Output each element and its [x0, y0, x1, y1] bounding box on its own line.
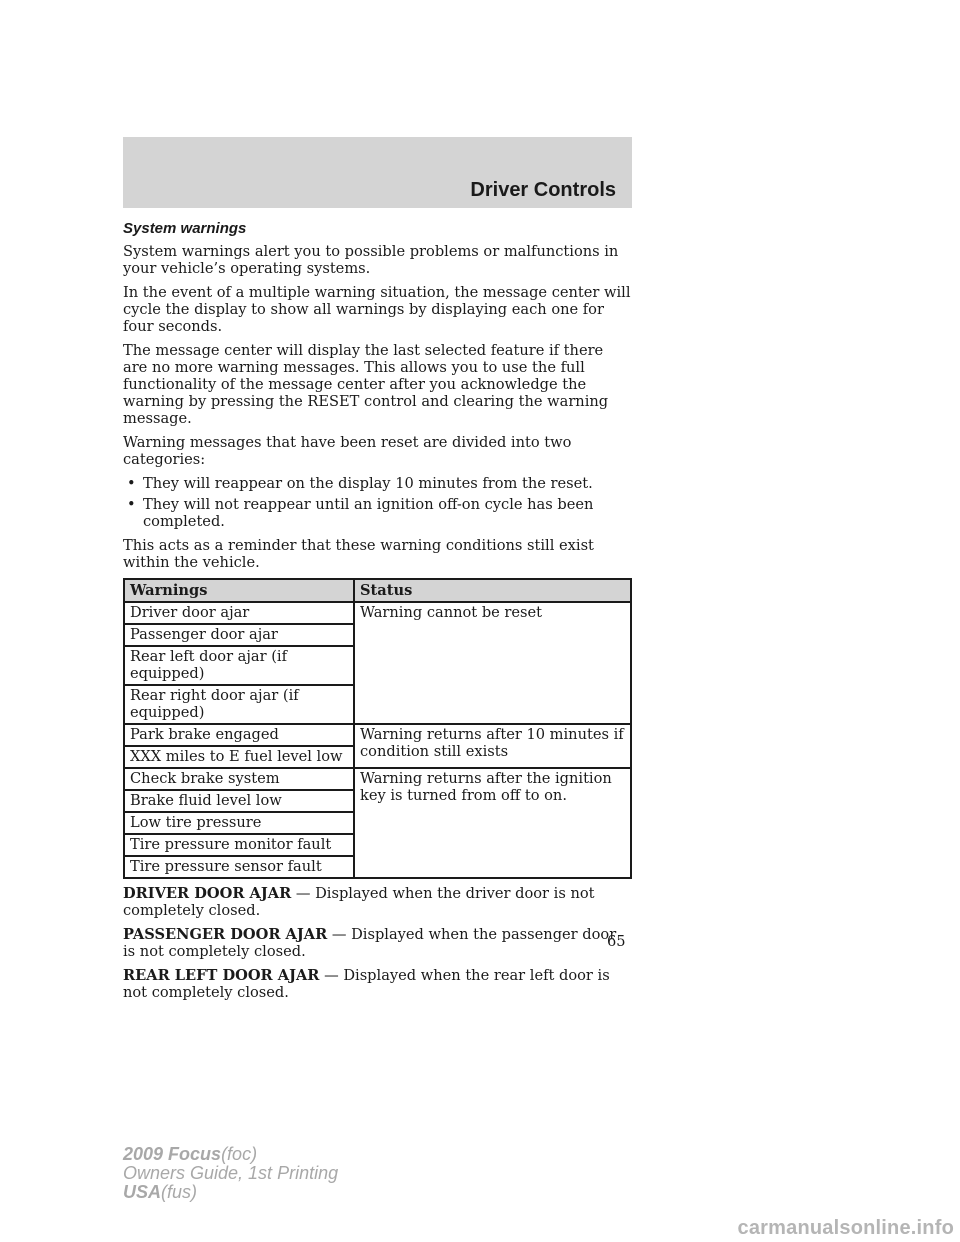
definition-term: REAR LEFT DOOR AJAR — [123, 967, 320, 984]
bullet-icon: • — [127, 496, 136, 513]
warning-cell: Tire pressure monitor fault — [124, 834, 354, 856]
warning-cell: Park brake engaged — [124, 724, 354, 746]
bullet-item — [123, 475, 632, 492]
footer-model: 2009 Focus — [123, 1144, 222, 1164]
column-header-warnings: Warnings — [124, 579, 354, 602]
table-row — [124, 724, 631, 746]
definition-text: — Displayed when the driver door is not completely closed. — [123, 885, 595, 919]
footer-code: (foc) — [221, 1144, 258, 1164]
footer-region: USA — [123, 1182, 162, 1202]
definition-text: — Displayed when the rear left door is not completely closed. — [123, 967, 610, 1001]
footer-region-code: (fus) — [161, 1182, 198, 1202]
bullet-item — [123, 496, 632, 530]
warning-cell: Rear left door ajar (if equipped) — [124, 646, 354, 685]
status-cell: Warning returns after the ignition key is turned from off to on. — [354, 768, 631, 878]
warning-cell: Low tire pressure — [124, 812, 354, 834]
chapter-title: Driver Controls — [470, 179, 616, 201]
paragraph: Warning messages that have been reset are divided into two categories: — [123, 434, 572, 468]
paragraph: The message center will display the last selected feature if there are no more warning messages. This allows you to use the full functionality of the message center after you acknowledge the warning by pressing the RESET control and clearing the warning message. — [123, 342, 609, 427]
status-cell: Warning returns after 10 minutes if condition still exists — [354, 724, 631, 768]
bullet-text: They will reappear on the display 10 minutes from the reset. — [143, 475, 593, 492]
table-row — [124, 602, 631, 624]
definition-term: PASSENGER DOOR AJAR — [123, 926, 328, 943]
warning-cell: Brake fluid level low — [124, 790, 354, 812]
warning-cell: Rear right door ajar (if equipped) — [124, 685, 354, 724]
section-heading: System warnings — [123, 220, 247, 237]
bullet-text: They will not reappear until an ignition off-on cycle has been completed. — [143, 496, 594, 530]
watermark: carmanualsonline.info — [737, 1217, 954, 1239]
footer-line — [123, 1145, 338, 1164]
footer-line: Owners Guide, 1st Printing — [123, 1163, 339, 1183]
warning-cell: Tire pressure sensor fault — [124, 856, 354, 878]
table-header-row — [124, 579, 631, 602]
chapter-header-band — [123, 137, 632, 208]
definition-text: — Displayed when the passenger door is not completely closed. — [123, 926, 617, 960]
footer-line — [123, 1183, 338, 1202]
paragraph: In the event of a multiple warning situation, the message center will cycle the display to show all warnings by displaying each one for four seconds. — [123, 284, 631, 335]
status-cell: Warning cannot be reset — [354, 602, 631, 724]
warning-cell: Check brake system — [124, 768, 354, 790]
warning-cell: Driver door ajar — [124, 602, 354, 624]
table-row — [124, 768, 631, 790]
paragraph: This acts as a reminder that these warning conditions still exist within the vehicle. — [123, 537, 594, 571]
definition-driver-door — [123, 885, 632, 919]
bullet-list — [123, 475, 632, 530]
definition-term: DRIVER DOOR AJAR — [123, 885, 292, 902]
definition-passenger-door — [123, 926, 632, 960]
bullet-icon: • — [127, 475, 136, 492]
definition-rear-left-door — [123, 967, 632, 1001]
paragraph: System warnings alert you to possible problems or malfunctions in your vehicle’s operating systems. — [123, 243, 619, 277]
column-header-status: Status — [354, 579, 631, 602]
page-content — [123, 220, 632, 1008]
page-number: 65 — [607, 933, 626, 950]
warnings-table — [123, 578, 632, 879]
print-footer — [123, 1145, 338, 1202]
warning-cell: Passenger door ajar — [124, 624, 354, 646]
warning-cell: XXX miles to E fuel level low — [124, 746, 354, 768]
